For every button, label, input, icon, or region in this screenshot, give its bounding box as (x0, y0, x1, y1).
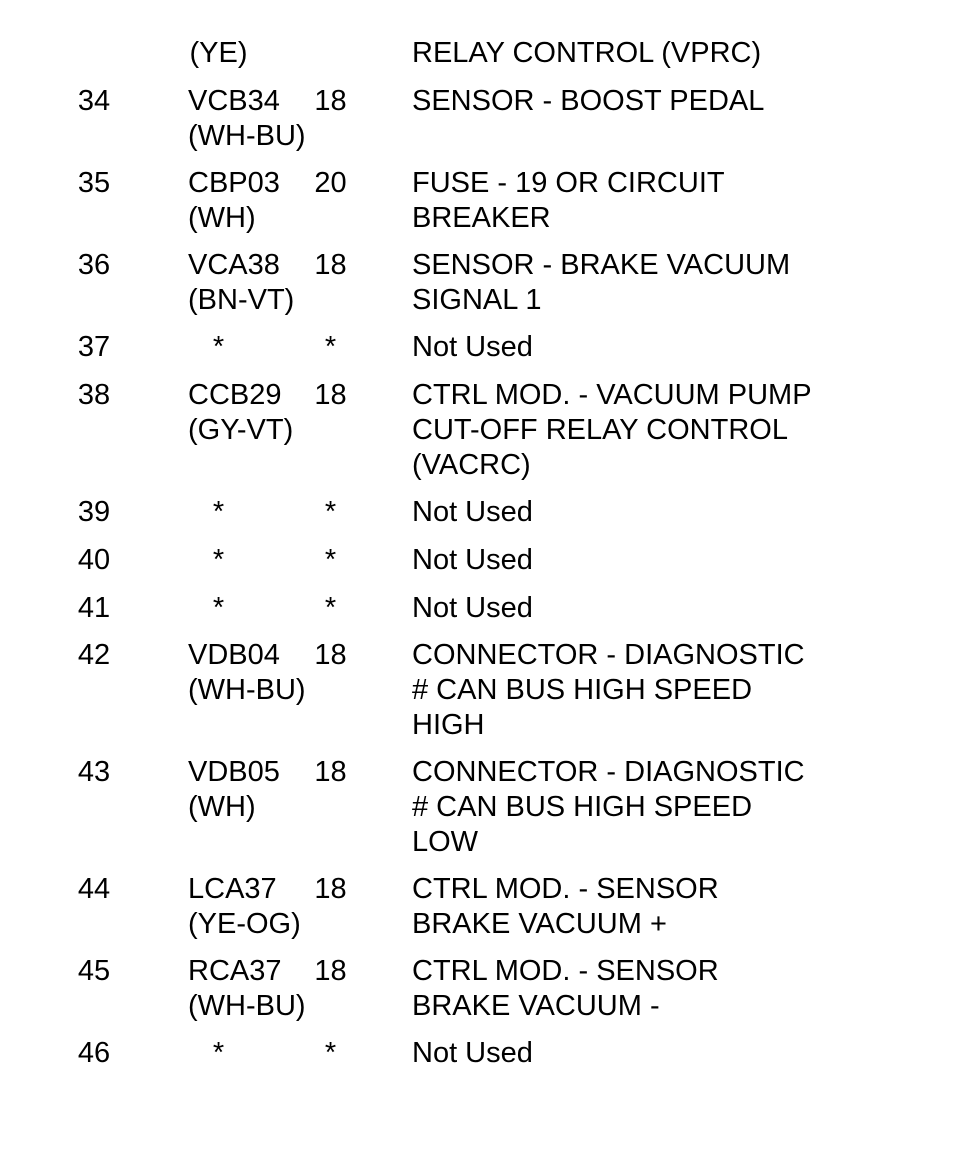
circuit-function (412, 495, 957, 543)
wire-gauge: 18 (314, 756, 347, 788)
cavity-number: 46 (77, 1037, 111, 1069)
cavity-number: 36 (77, 249, 111, 281)
function-line: SIGNAL 1 (412, 284, 542, 316)
table-row (0, 954, 957, 1036)
circuit-cell (188, 755, 280, 872)
circuit-code: CCB29 (188, 379, 282, 411)
wire-gauge: 18 (314, 639, 347, 671)
wire-color: (WH-BU) (188, 990, 306, 1022)
wire-color: (YE) (189, 37, 248, 69)
table-row (0, 1036, 957, 1071)
circuit-cell (188, 330, 249, 378)
circuit-code: VCA38 (188, 249, 280, 281)
circuit-code: RCA37 (188, 955, 282, 987)
cavity-number: 42 (77, 639, 111, 671)
cavity-number: 37 (77, 331, 111, 363)
circuit-function (412, 872, 957, 954)
wire-gauge: * (324, 544, 337, 576)
wire-color: (BN-VT) (188, 284, 295, 316)
circuit-cell (188, 495, 249, 543)
function-line: SENSOR - BOOST PEDAL (412, 85, 765, 117)
wire-gauge (249, 0, 412, 84)
circuit-code: * (212, 592, 225, 624)
circuit-function (412, 954, 957, 1036)
wire-gauge: * (324, 331, 337, 363)
circuit-cell (188, 591, 249, 638)
circuit-function (412, 84, 957, 166)
cavity-number: 41 (77, 592, 111, 624)
circuit-code: VCB34 (188, 85, 280, 117)
table-row (0, 378, 957, 495)
circuit-function (412, 0, 957, 84)
circuit-cell (188, 638, 306, 755)
function-line: CONNECTOR - DIAGNOSTIC (412, 756, 805, 788)
table-row (0, 872, 957, 954)
table-row (0, 330, 957, 378)
cavity-number: 34 (77, 85, 111, 117)
circuit-code: VDB05 (188, 756, 280, 788)
circuit-cell (188, 954, 306, 1036)
wire-color: (WH) (188, 202, 256, 234)
wire-gauge: 18 (314, 955, 347, 987)
table-row (0, 591, 957, 638)
wire-color: (WH) (188, 791, 256, 823)
cavity-number: 38 (77, 379, 111, 411)
circuit-code: LCA37 (188, 873, 277, 905)
circuit-cell (188, 543, 249, 591)
function-line: CONNECTOR - DIAGNOSTIC (412, 639, 805, 671)
circuit-cell (188, 248, 295, 330)
circuit-cell (188, 1036, 249, 1071)
table-row (0, 495, 957, 543)
cavity-number: 35 (77, 167, 111, 199)
function-line: # CAN BUS HIGH SPEED (412, 791, 753, 823)
function-line: Not Used (412, 592, 533, 624)
circuit-cell (188, 872, 301, 954)
circuit-function (412, 330, 957, 378)
circuit-function (412, 543, 957, 591)
circuit-cell (188, 0, 249, 84)
wire-gauge: 18 (314, 85, 347, 117)
wire-gauge: * (324, 1037, 337, 1069)
circuit-code: * (212, 1037, 225, 1069)
function-line: # CAN BUS HIGH SPEED (412, 674, 753, 706)
circuit-function (412, 591, 957, 638)
wire-color: (WH-BU) (188, 120, 306, 152)
wire-color: (GY-VT) (188, 414, 294, 446)
function-line: Not Used (412, 1037, 533, 1069)
table-row (0, 0, 957, 84)
circuit-function (412, 1036, 957, 1071)
circuit-code: * (212, 331, 225, 363)
circuit-cell (188, 84, 306, 166)
circuit-cell (188, 378, 294, 495)
wire-color: (YE-OG) (188, 908, 301, 940)
function-line: Not Used (412, 544, 533, 576)
wire-color: (WH-BU) (188, 674, 306, 706)
circuit-function (412, 378, 957, 495)
circuit-code: * (212, 496, 225, 528)
circuit-code: CBP03 (188, 167, 280, 199)
function-line: LOW (412, 826, 479, 858)
function-line: SENSOR - BRAKE VACUUM (412, 249, 791, 281)
cavity-number: 40 (77, 544, 111, 576)
table-row (0, 543, 957, 591)
function-line: Not Used (412, 496, 533, 528)
circuit-function (412, 248, 957, 330)
cavity-number: 43 (77, 756, 111, 788)
circuit-function (412, 755, 957, 872)
function-line: CTRL MOD. - SENSOR (412, 873, 719, 905)
circuit-code: VDB04 (188, 639, 280, 671)
wire-gauge: 18 (314, 249, 347, 281)
function-line: (VACRC) (412, 449, 531, 481)
circuit-function (412, 638, 957, 755)
cavity-number: 39 (77, 496, 111, 528)
function-line: BRAKE VACUUM + (412, 908, 667, 940)
function-line: BREAKER (412, 202, 551, 234)
function-line: CTRL MOD. - VACUUM PUMP (412, 379, 812, 411)
table-row (0, 248, 957, 330)
wire-gauge: 18 (314, 379, 347, 411)
wire-gauge: 20 (314, 167, 347, 199)
function-line: CTRL MOD. - SENSOR (412, 955, 719, 987)
cavity-number: 45 (77, 955, 111, 987)
function-line: FUSE - 19 OR CIRCUIT (412, 167, 725, 199)
function-line: RELAY CONTROL (VPRC) (412, 37, 762, 69)
function-line: CUT-OFF RELAY CONTROL (412, 414, 788, 446)
table-row (0, 84, 957, 166)
wire-gauge: 18 (314, 873, 347, 905)
circuit-code: * (212, 544, 225, 576)
wire-gauge: * (324, 592, 337, 624)
function-line: HIGH (412, 709, 485, 741)
wire-gauge: * (324, 496, 337, 528)
table-row (0, 166, 957, 248)
cavity-number (0, 0, 188, 84)
function-line: Not Used (412, 331, 533, 363)
table-row (0, 755, 957, 872)
function-line: BRAKE VACUUM - (412, 990, 660, 1022)
cavity-number: 44 (77, 873, 111, 905)
circuit-function (412, 166, 957, 248)
table-row (0, 638, 957, 755)
circuit-cell (188, 166, 280, 248)
